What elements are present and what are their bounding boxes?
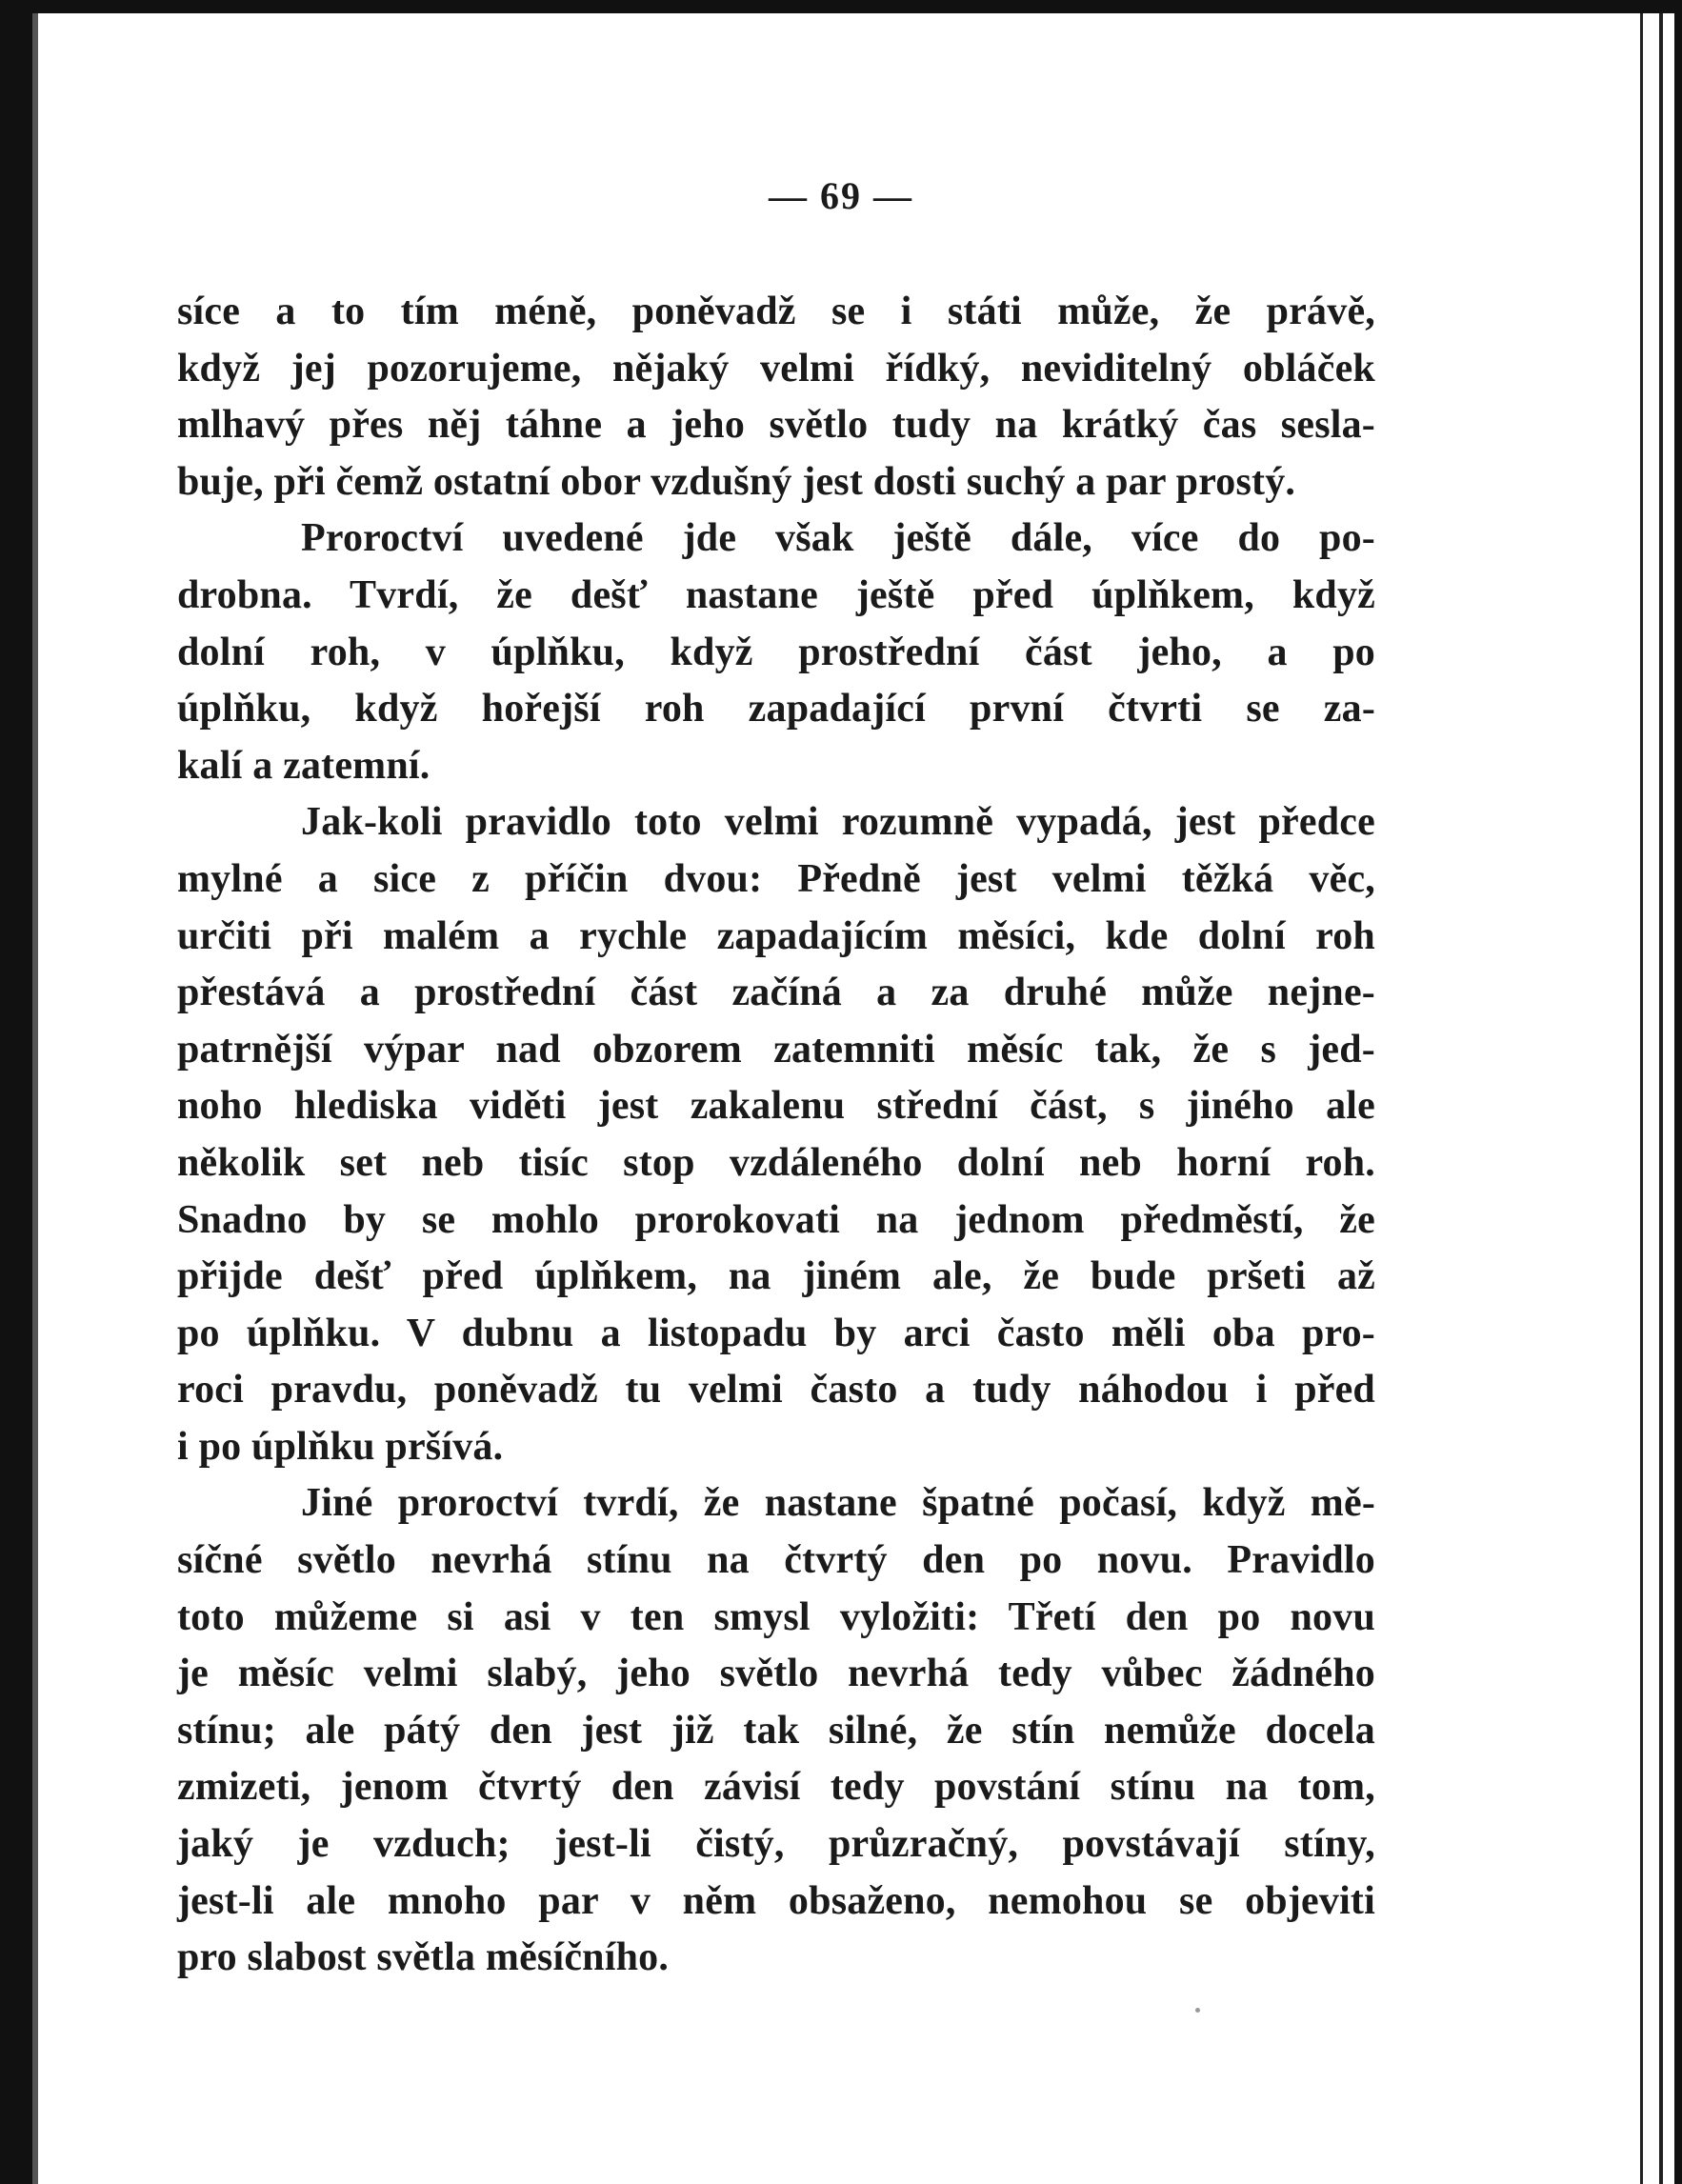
text-line: síce a to tím méně, poněvadž se i státi může, že právě,: [177, 290, 1375, 333]
text-line: síčné světlo nevrhá stínu na čtvrtý den po novu. Pravidlo: [177, 1538, 1375, 1583]
text-line: je měsíc velmi slabý, jeho světlo nevrhá tedy vůbec žádného: [177, 1652, 1375, 1696]
text-line: mylné a sice z příčin dvou: Předně jest velmi těžká věc,: [177, 856, 1375, 901]
scan-border-right-line: [1659, 13, 1663, 2184]
text-line: Proroctví uvedené jde však ještě dále, více do po-: [301, 516, 1375, 561]
paragraph-4: [177, 1475, 1375, 1986]
text-line: Jiné proroctví tvrdí, že nastane špatné počasí, když mě-: [301, 1481, 1375, 1526]
text-line: určiti při malém a rychle zapadajícím měsíci, kde dolní roh: [177, 913, 1375, 958]
text-line: noho hlediska viděti jest zakalenu střední část, s jiného ale: [177, 1084, 1375, 1129]
page-number: — 69 —: [769, 174, 913, 217]
text-line: toto můžeme si asi v ten smysl vyložiti: Třetí den po novu: [177, 1594, 1375, 1639]
text-line: stínu; ale pátý den jest již tak silné, že stín nemůže docela: [177, 1708, 1375, 1753]
paragraph-2: [177, 511, 1375, 794]
paragraph-3: [177, 794, 1375, 1475]
body-text: [177, 284, 1375, 1987]
text-line: Snadno by se mohlo prorokovati na jednom předměstí, že: [177, 1197, 1375, 1242]
text-line: roci pravdu, poněvadž tu velmi často a tudy náhodou i před: [177, 1368, 1375, 1413]
text-line: pro slabost světla měsíčního.: [177, 1935, 670, 1980]
text-line: drobna. Tvrdí, že dešť nastane ještě před úplňkem, když: [177, 572, 1375, 617]
paragraph-1: [177, 284, 1375, 511]
scan-speck: [1195, 2008, 1200, 2013]
scan-border-right-line: [1640, 13, 1643, 2184]
text-line: zmizeti, jenom čtvrtý den závisí tedy povstání stínu na tom,: [177, 1765, 1375, 1810]
text-line: přijde dešť před úplňkem, na jiném ale, že bude pršeti až: [177, 1254, 1375, 1299]
text-line: i po úplňku pršívá.: [177, 1424, 504, 1469]
text-line: několik set neb tisíc stop vzdáleného dolní neb horní roh.: [177, 1140, 1375, 1185]
text-line: dolní roh, v úplňku, když prostřední část jeho, a po: [177, 630, 1375, 674]
scan-border-right-edge: [1674, 13, 1682, 2184]
text-line: jest-li ale mnoho par v něm obsaženo, nemohou se objeviti: [177, 1878, 1375, 1923]
text-line: úplňku, když hořejší roh zapadající první čtvrti se za-: [177, 687, 1375, 731]
text-line: patrnější výpar nad obzorem zatemniti měsíc tak, že s jed-: [177, 1027, 1375, 1072]
text-line: přestává a prostřední část začíná a za druhé může nejne-: [177, 971, 1375, 1015]
text-line: mlhavý přes něj táhne a jeho světlo tudy na krátký čas sesla-: [177, 403, 1375, 448]
text-line: buje, při čemž ostatní obor vzdušný jest dosti suchý a par prostý.: [177, 459, 1296, 504]
text-line: kalí a zatemní.: [177, 743, 431, 788]
text-line: jaký je vzduch; jest-li čistý, průzračný, povstávají stíny,: [177, 1822, 1375, 1867]
scan-border-left: [0, 0, 32, 2184]
text-line: po úplňku. V dubnu a listopadu by arci často měli oba pro-: [177, 1311, 1375, 1355]
scan-border-top: [0, 0, 1682, 13]
text-line: Jak-koli pravidlo toto velmi rozumně vypadá, jest předce: [301, 800, 1375, 845]
scan-border-left-inner: [32, 13, 38, 2184]
text-line: když jej pozorujeme, nějaký velmi řídký, neviditelný obláček: [177, 346, 1375, 391]
